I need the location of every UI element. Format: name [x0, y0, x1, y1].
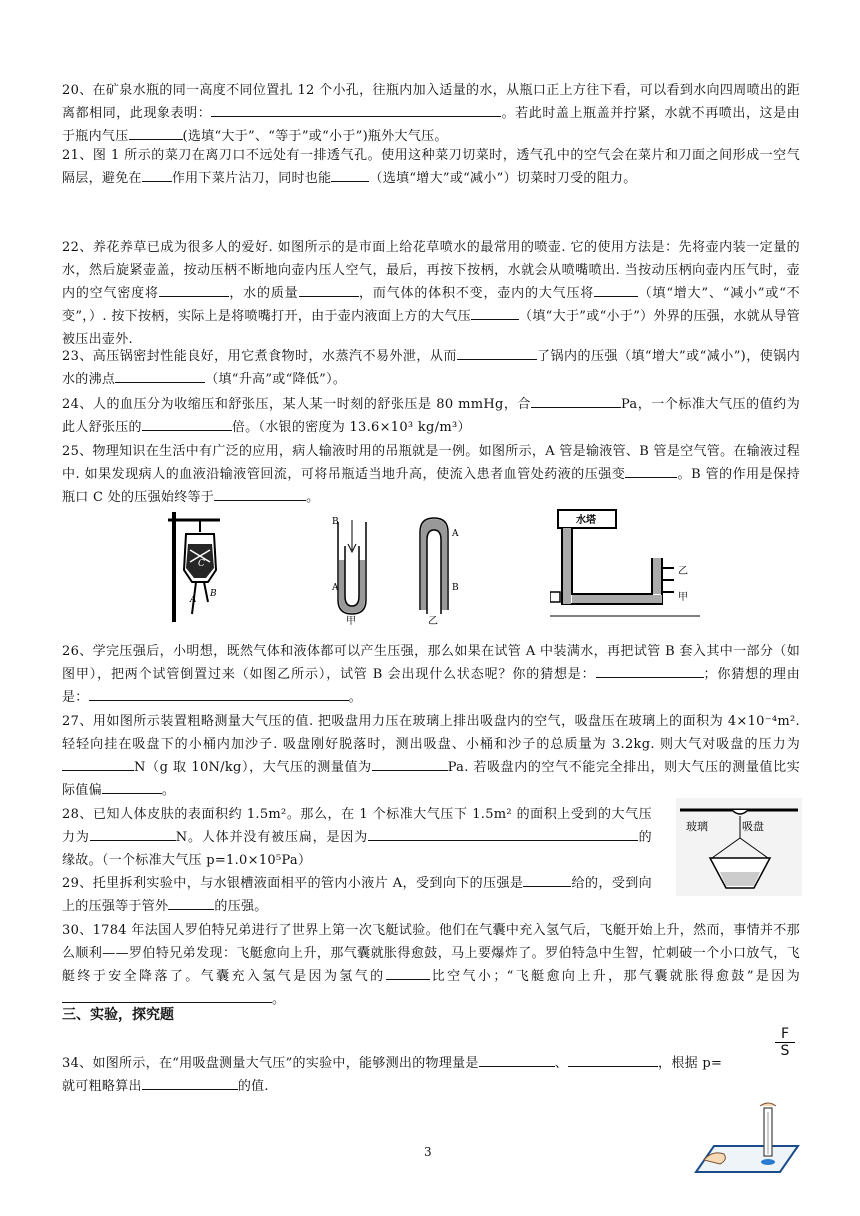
q22-blank-2[interactable]	[299, 282, 359, 297]
q29-blank-2[interactable]	[168, 895, 214, 910]
q30-text-a: 30、1784 年法国人罗伯特兄弟进行了世界上第一次飞艇试验。他们在气囊中充入氢气后，飞艇开始上升，然而，事情并不那么顺利——罗伯特兄弟发现：飞艇愈向上升，那气囊就胀得愈鼓，马上要爆炸了。罗伯特急中生智，忙刺破一个小口放气，飞艇终于安全降落了。气囊充入氢气是因为氢气的	[62, 923, 800, 984]
q27-blank-2[interactable]	[372, 756, 448, 771]
fraction-numerator: F	[780, 1026, 790, 1042]
q27-blank-1[interactable]	[62, 756, 134, 771]
q30-blank-1[interactable]	[386, 965, 430, 980]
q29-blank-1[interactable]	[523, 872, 571, 887]
q25-text-a: 25、物理知识在生活中有广泛的应用，病人输液时用的吊瓶就是一例。如图所示，A 管是输液管、B 管是空气管。在输液过程中. 如果发现病人的血液沿输液管回流，可将吊瓶适当地升高，使流入患者血管处药液的压强变	[62, 444, 800, 482]
question-23	[62, 345, 800, 391]
suction-cup-figure	[676, 798, 802, 896]
q25-text-c: 。	[306, 490, 320, 505]
question-21	[62, 144, 800, 190]
q26-blank-1[interactable]	[596, 663, 704, 678]
question-22	[62, 236, 800, 351]
q20-text-c: (选填“大于”、“等于”或“小于”)瓶外大气压。	[182, 129, 448, 144]
q23-text-c: （填“升高”或“降低”）。	[205, 372, 347, 387]
q24-text-b: Pa，一个标准大气压的值约为此人舒张压的	[62, 397, 801, 435]
q30-blank-2[interactable]	[62, 988, 272, 1003]
q34-text-c: ，根据 p=	[658, 1056, 723, 1071]
q34-blank-2[interactable]	[568, 1052, 658, 1067]
q29-text-c: 的压强。	[214, 899, 268, 914]
q22-text-b: ，水的质量	[228, 286, 299, 301]
q22-blank-4[interactable]	[471, 305, 519, 320]
experiment-figure	[694, 1102, 800, 1184]
question-26	[62, 640, 800, 709]
question-25	[62, 440, 800, 509]
q23-text-a: 23、高压锅密封性能良好，用它煮食物时，水蒸汽不易外泄，从而	[62, 349, 457, 364]
q23-text-b: 了锅内的压强（填“增大”或“减小”)，使锅内水的沸点	[62, 349, 800, 387]
q29-text-a: 29、托里拆利实验中，与水银槽液面相平的管内小液片 A，受到向下的压强是	[62, 876, 524, 891]
q22-blank-1[interactable]	[159, 282, 229, 297]
q28-blank-2[interactable]	[368, 826, 638, 841]
q22-blank-3[interactable]	[594, 282, 638, 297]
q27-text-a: 27、用如图所示装置粗略测量大气压的值. 把吸盘用力压在玻璃上排出吸盘内的空气，吸盘压在玻璃上的面积为 4×10⁻⁴m². 轻轻向挂在吸盘下的小桶内加沙子. 吸盘刚好脱落时，测出吸盘、小桶和沙子的总质量为 3.2kg. 则大气对吸盘的压力为	[62, 714, 800, 752]
tube-label-b-jia: B	[332, 517, 339, 527]
section-heading: 三、实验，探究题	[62, 1007, 174, 1023]
q22-text-d: （填“增大”、“减小”或“不变”，）. 按下按柄，实际上是将喷嘴打开，由于壶内液面上方的大气压	[62, 286, 800, 324]
test-tubes-figure	[328, 510, 488, 625]
question-24	[62, 393, 800, 439]
q20-blank-1[interactable]	[211, 102, 501, 117]
question-27	[62, 710, 800, 802]
q28-text-b: N。人体并没有被压扁，是因为	[175, 830, 369, 845]
tube-label-a-yi: A	[452, 529, 459, 539]
q24-blank-2[interactable]	[142, 416, 232, 431]
q25-blank-1[interactable]	[625, 463, 677, 478]
q23-blank-1[interactable]	[457, 345, 537, 360]
suction-label: 吸盘	[742, 820, 764, 833]
q26-text-a: 26、学完压强后，小明想，既然气体和液体都可以产生压强，那么如果在试管 A 中装满水，再把试管 B 套入其中一部分（如图甲），把两个试管倒置过来（如图乙所示），试管 B 会出现什么状态呢？你的猜想是：	[62, 644, 800, 682]
tube-label-yi: 乙	[428, 616, 438, 625]
water-tower-figure	[550, 508, 710, 624]
q34-text-b: 、	[554, 1056, 569, 1071]
question-29	[62, 872, 652, 918]
q27-text-c: Pa. 若吸盘内的空气不能完全排出，则大气压的测量值比实际值偏	[62, 760, 800, 798]
glass-label: 玻璃	[686, 820, 708, 833]
q27-blank-3[interactable]	[102, 779, 162, 794]
q23-blank-2[interactable]	[115, 368, 205, 383]
q29-text-b: 给的，受到向上的压强等于管外	[62, 876, 652, 914]
q21-text-b: 作用下菜片沾刀，同时也能	[171, 171, 332, 186]
q22-text-a: 22、养花养草已成为很多人的爱好. 如图所示的是市面上给花草喷水的最常用的喷壶. 它的使用方法是：先将壶内装一定量的水，然后旋紧壶盖，按动压柄不断地向壶内压人空气，最后，再按下按柄，水就会从喷嘴喷出. 当按动压柄向壶内压气时，壶内的空气密度将	[62, 240, 800, 301]
iv-drip-figure	[160, 510, 230, 622]
q34-blank-1[interactable]	[479, 1052, 555, 1067]
q22-text-c: ，而气体的体积不变，壶内的大气压将	[358, 286, 595, 301]
q25-text-b: 。B 管的作用是保持瓶口 C 处的压强始终等于	[62, 467, 800, 505]
tower-label-jia: 甲	[678, 592, 688, 603]
q20-text-b: 。若此时盖上瓶盖并拧紧，水就不再喷出，这是由于瓶内气压	[62, 106, 800, 144]
q22-text-e: （填“大于”或“小于”）外界的压强，水就从导管被压出壶外.	[62, 309, 801, 347]
q30-text-c: 。	[272, 992, 286, 1007]
tube-label-jia: 甲	[346, 616, 356, 625]
q21-text-a: 21、图 1 所示的菜刀在离刀口不远处有一排透气孔。使用这种菜刀切菜时，透气孔中的空气会在菜片和刀面之间形成一空气隔层，避免在	[62, 148, 800, 186]
tube-label-b-yi: B	[452, 583, 459, 593]
question-30	[62, 919, 800, 1011]
figure-label-a: A	[190, 595, 197, 605]
q21-blank-1[interactable]	[142, 167, 172, 182]
figure-label-c: C	[198, 559, 205, 569]
question-34	[62, 1052, 782, 1098]
q25-blank-2[interactable]	[214, 486, 306, 501]
q28-blank-1[interactable]	[90, 826, 176, 841]
page-number: 3	[424, 1145, 432, 1159]
tower-label-yi: 乙	[678, 566, 688, 577]
q28-text-c: 的缘故。（一个标准大气压 p=1.0×10⁵Pa）	[62, 830, 652, 868]
q24-blank-1[interactable]	[531, 393, 621, 408]
q34-text-a: 34、如图所示，在“用吸盘测量大气压”的实验中，能够测出的物理量是	[62, 1056, 479, 1071]
q26-text-c: 。	[348, 690, 362, 705]
fraction-denominator: S	[775, 1042, 795, 1059]
q34-blank-3[interactable]	[142, 1075, 238, 1090]
q27-text-b: N（g 取 10N/kg），大气压的测量值为	[134, 760, 372, 775]
q21-text-c: （选填“增大”或“减小”）切菜时刀受的阻力。	[369, 171, 637, 186]
question-28	[62, 803, 652, 872]
q26-text-b: ；你猜想的理由是：	[62, 667, 800, 705]
question-20	[62, 79, 800, 148]
q24-text-c: 倍。（水银的密度为 13.6×10³ kg/m³）	[231, 420, 471, 435]
q24-text-a: 24、人的血压分为收缩压和舒张压，某人某一时刻的舒张压是 80 mmHg，合	[62, 397, 531, 412]
tower-label: 水塔	[576, 515, 596, 526]
q21-blank-2[interactable]	[331, 167, 369, 182]
q34-text-e: 的值.	[237, 1079, 269, 1094]
q28-text-a: 28、已知人体皮肤的表面积约 1.5m²。那么，在 1 个标准大气压下 1.5m² 的面积上受到的大气压力为	[62, 807, 652, 845]
q34-text-d: 就可粗略算出	[62, 1079, 142, 1094]
tube-label-a-jia: A	[332, 583, 339, 593]
q26-blank-2[interactable]	[89, 686, 349, 701]
figure-label-b: B	[210, 589, 217, 599]
q30-text-b: 比空气小；“飞艇愈向上升，那气囊就胀得愈鼓”是因为	[429, 969, 800, 984]
q27-text-d: 。	[161, 783, 176, 798]
q20-blank-2[interactable]	[129, 125, 183, 140]
q20-text-a: 20、在矿泉水瓶的同一高度不同位置扎 12 个小孔，往瓶内加入适量的水，从瓶口正上方往下看，可以看到水向四周喷出的距离都相同，此现象表明：	[62, 83, 800, 121]
